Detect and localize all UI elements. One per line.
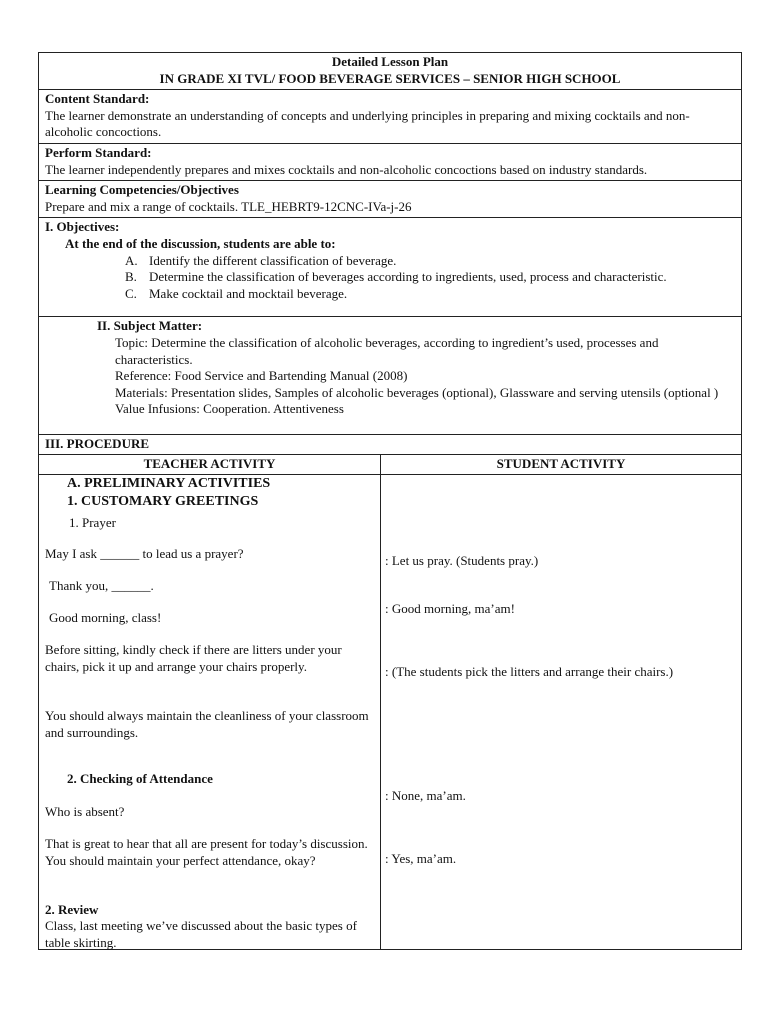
competencies-label: Learning Competencies/Objectives [45,182,239,198]
perform-standard-label: Perform Standard: [45,144,152,160]
greetings-heading: 1. CUSTOMARY GREETINGS [67,494,259,510]
student-morning: : Good morning, ma’am! [385,601,515,617]
competencies-section [39,181,741,218]
teacher-clean: You should always maintain the cleanliness of your classroom and surroundings. [45,708,369,741]
lesson-plan-table [38,52,742,950]
activity-headers [39,455,741,475]
attendance-heading: 2. Checking of Attendance [67,771,213,787]
list-item: A. Identify the different classification of beverage. [125,252,397,268]
teacher-ask-prayer: May I ask ______ to lead us a prayer? [45,546,244,562]
perform-standard-text: The learner independently prepares and mixes cocktails and non-alcoholic concoctions based on industry standards. [45,161,648,177]
prayer-label: 1. Prayer [69,515,116,531]
title-line2: IN GRADE XI TVL/ FOOD BEVERAGE SERVICES – SENIOR HIGH SCHOOL [159,70,621,86]
student-litter: : (The students pick the litters and arrange their chairs.) [385,664,674,680]
objectives-list [45,253,735,303]
student-activity-header: STUDENT ACTIVITY [496,456,626,472]
teacher-review: Class, last meeting we’ve discussed about the basic types of table skirting. [45,918,357,951]
subject-matter-section [39,317,741,435]
subject-matter-values: Value Infusions: Cooperation. Attentiveness [115,401,344,417]
teacher-activity-header: TEACHER ACTIVITY [39,455,381,474]
content-standard-label: Content Standard: [45,91,150,107]
competencies-text: Prepare and mix a range of cocktails. TLE_HEBRT9-12CNC-IVa-j-26 [45,198,412,214]
list-item: B. Determine the classification of beverages according to ingredients, used, process and characteristic. [125,269,667,285]
title-line1: Detailed Lesson Plan [331,54,449,69]
subject-matter-materials: Materials: Presentation slides, Samples of alcoholic beverages (optional), Glassware and serving utensils (optional ) [115,384,719,400]
procedure-body [39,475,741,949]
teacher-great: That is great to hear that all are present for today’s discussion. You should maintain your perfect attendance, okay? [45,836,368,869]
subject-matter-topic: Topic: Determine the classification of alcoholic beverages, according to ingredient’s used, processes and characteristics. [115,334,659,367]
preliminary-heading: A. PRELIMINARY ACTIVITIES [67,476,271,492]
content-standard-section [39,90,741,144]
teacher-absent: Who is absent? [45,804,125,820]
student-yes: : Yes, ma’am. [385,851,457,867]
procedure-label: III. PROCEDURE [39,435,741,456]
title-block [39,53,741,90]
review-heading: 2. Review [45,902,99,918]
subject-matter-reference: Reference: Food Service and Bartending Manual (2008) [115,368,408,384]
student-pray: : Let us pray. (Students pray.) [385,553,539,569]
content-standard-text: The learner demonstrate an understanding of concepts and underlying principles in preparing and mixing cocktails and non-alcoholic concoctions. [45,107,690,140]
list-item: C. Make cocktail and mocktail beverage. [125,285,348,301]
subject-matter-label: II. Subject Matter: [97,318,203,334]
teacher-morning: Good morning, class! [49,610,162,626]
objectives-section [39,218,741,317]
student-none: : None, ma’am. [385,788,466,804]
column-divider [380,475,381,949]
teacher-thank: Thank you, ______. [49,578,154,594]
perform-standard-section [39,144,741,181]
objectives-intro: At the end of the discussion, students are able to: [65,235,336,251]
teacher-litter: Before sitting, kindly check if there are litters under your chairs, pick it up and arrange your chairs properly. [45,642,342,675]
objectives-label: I. Objectives: [45,219,120,235]
